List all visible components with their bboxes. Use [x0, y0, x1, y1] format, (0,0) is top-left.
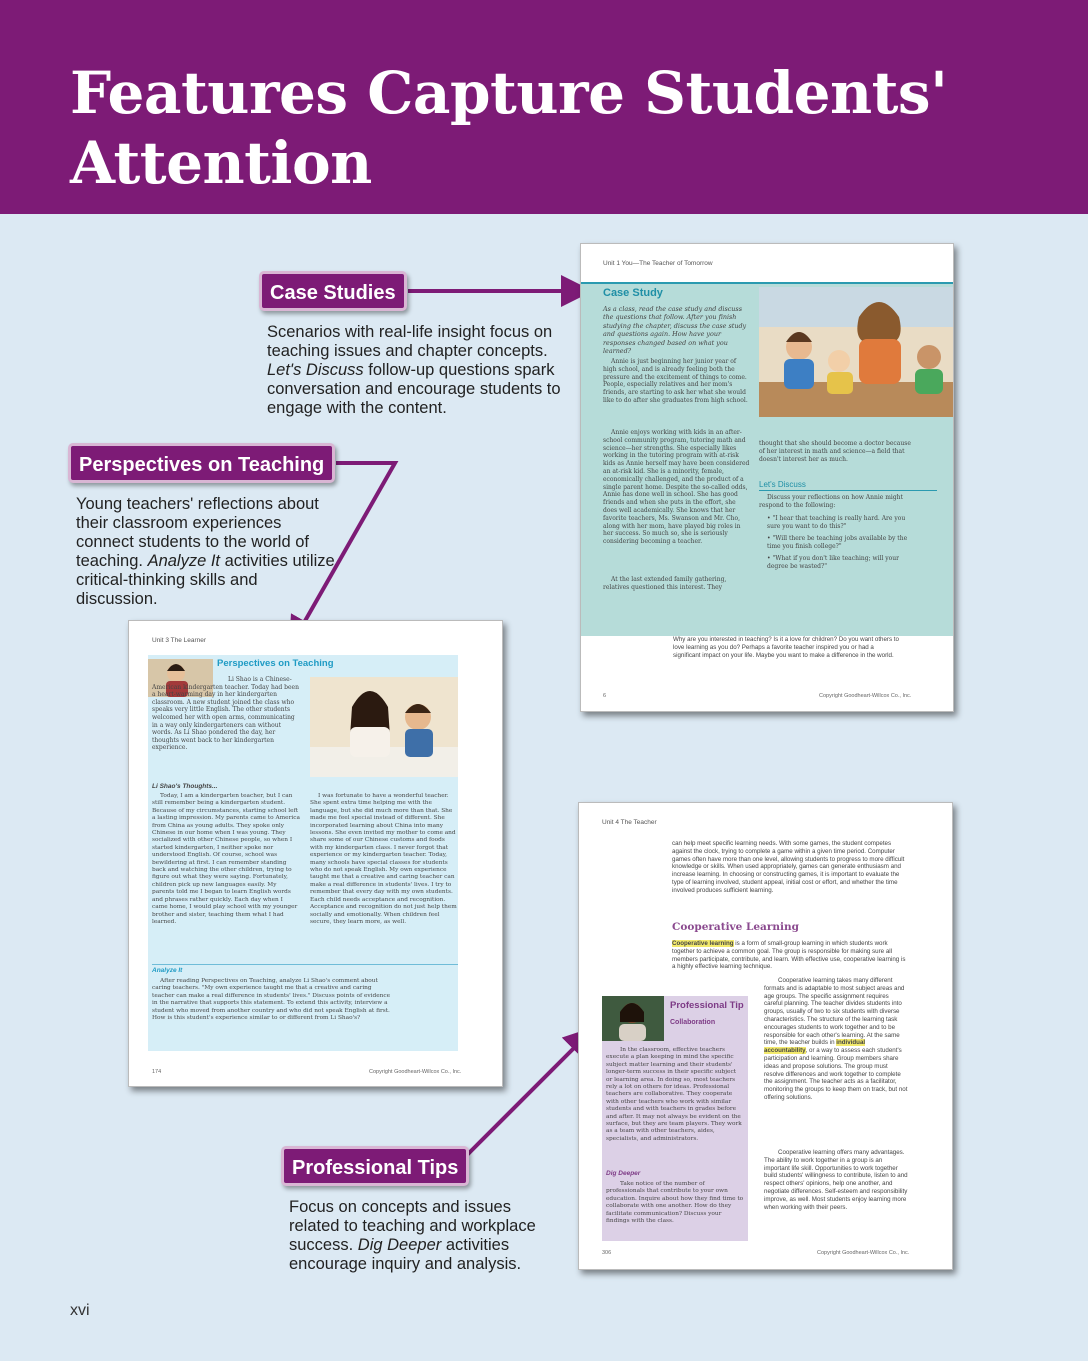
lets-discuss-question-2: • "Will there be teaching jobs available by the time you finish college?": [767, 535, 908, 550]
perspectives-label: Perspectives on Teaching: [68, 443, 335, 483]
li-shao-thoughts-col-1: Today, I am a kindergarten teacher, but I can still remember being a kindergarten student. Because of my circumstances, starting school left a lasting impression. My parents came to America from China as young adults. They spoke only Chinese in our home when I was young. They socialized with other Chinese people, so when I started kindergarten, I neither spoke nor understood English. Of course, school was bewildering at first. I can remember standing back and watching the other children, trying to figure out what they were saying. Fortunately, children pick up new languages easily. My parents told me I began to learn English words and phrases rather quickly. Each day when I came home, I would play school with my younger brother and sister, teaching them what I had learned.: [152, 793, 300, 925]
classroom-photo: [759, 287, 954, 417]
lets-discuss-question-1: • "I hear that teaching is really hard. Are you sure you want to do this?": [767, 515, 906, 530]
case-study-body-2: Annie enjoys working with kids in an after-school community program, tutoring math and science—her strengths. She especially likes working in the tutoring program with at-risk kids as Annie herself may have been considered an at-risk kid. She is a minority, female, economically challenged, and the product of a single parent home. Despite the so-called odds, Annie has done well in school. She has good friends and when she puts in the effort, she does well academically. She knows that her favorite teachers, Ms. Swanson and Mr. Cho, along with her mom, have played big roles in her success. So much so, she is seriously considering becoming a teacher.: [603, 429, 750, 546]
case-studies-description: Scenarios with real-life insight focus on teaching issues and chapter concepts. Let's Discuss follow-up questions spark conversation and encourage students to engage with the content.: [267, 323, 561, 417]
games-paragraph: can help meet specific learning needs. With some games, the student competes against the clock, trying to complete a game within a given time period. Computer games often have more than one level, allowing students to progress to more difficult knowledge or skills. When used appropriately, games can generate enthusiasm and increase learning. In choosing or constructing games, it is important to evaluate the type of learning involved, student appeal, initial cost or effort, and whether the time involved produces sufficient learning.: [672, 840, 905, 894]
analyze-it-heading: Analyze It: [152, 967, 183, 974]
case-study-intro: As a class, read the case study and discuss the questions that follow. After you finish studying the chapter, discuss the case study and questions again. How have your responses changed based on what you learned?: [603, 305, 747, 356]
case-study-page-thumbnail: [580, 243, 954, 712]
professional-tip-heading: Professional Tip: [670, 1000, 744, 1011]
professional-tip-photo: [602, 996, 664, 1041]
tips-page-running-head: Unit 4 The Teacher: [602, 819, 657, 826]
lets-discuss-question-3: • "What if you don't like teaching; will your degree be wasted?": [767, 555, 900, 570]
perspectives-heading: Perspectives on Teaching: [217, 658, 334, 669]
chapter-opening-quote: Why are you interested in teaching? Is it a love for children? Do you want others to love learning as you do? Perhaps a favorite teacher inspired you or had a significant impact on your life. Maybe you want to make a difference in the world.: [673, 636, 899, 659]
persp-page-running-head: Unit 3 The Learner: [152, 637, 207, 644]
case-studies-label: Case Studies: [259, 271, 407, 311]
perspectives-description: Young teachers' reflections about their classroom experiences connect students to the world of teaching. Analyze It activities utilize critical-thinking skills and discussion.: [76, 495, 335, 608]
case-study-right-col: thought that she should become a doctor because of her interest in math and science—a field that doesn't interest her as much.: [759, 440, 911, 463]
individual-accountability-term: individual accountability: [764, 1039, 866, 1055]
cooperative-learning-right-col-2: Cooperative learning offers many advantages. The ability to work together in a group is an important life skill. Opportunities to work together build students' willingness to contribute, listen to and respect others' opinions, help one another, and negotiate differences. Self-esteem and responsibility improve, as well. Most students enjoy learning more when working with their peers.: [764, 1149, 908, 1211]
dig-deeper-heading: Dig Deeper: [606, 1170, 641, 1177]
tips-page-copyright: Copyright Goodheart-Willcox Co., Inc.: [817, 1250, 910, 1256]
dig-deeper-activity: Take notice of the number of professionals that contribute to your own education. Inquire about how they find time to collaborate with one another. How do they facilitate communication? Discuss your findings with the class.: [606, 1181, 744, 1225]
lets-discuss-intro: Discuss your reflections on how Annie might respond to the following:: [759, 494, 903, 509]
cooperative-learning-term: Cooperative learning: [672, 940, 734, 947]
case-page-number: 6: [603, 693, 607, 699]
title-banner: [0, 0, 1088, 214]
teacher-student-photo: [310, 677, 458, 777]
lets-discuss-heading: Let's Discuss: [759, 480, 806, 489]
li-shao-thoughts-heading: Li Shao's Thoughts...: [152, 783, 218, 790]
page-title: Features Capture Students' Attention: [70, 59, 948, 197]
persp-page-copyright: Copyright Goodheart-Willcox Co., Inc.: [369, 1069, 462, 1075]
lets-discuss-rule: [759, 490, 937, 491]
case-study-heading: Case Study: [603, 287, 663, 299]
professional-tips-label: Professional Tips: [281, 1146, 469, 1186]
professional-tip-subheading: Collaboration: [670, 1019, 716, 1026]
li-shao-thoughts-col-2: I was fortunate to have a wonderful teacher. She spent extra time helping me with the language, but she did much more than that. She made me feel special instead of different. She incorporated learning about China into many lessons. She even invited my mother to come and share some of our Chinese customs and foods with my kindergarten class. I never forgot that experience or my kindergarten teacher. Today, many schools have special classes for students who do not speak English. My own experience taught me that a creative and caring teacher can make a real difference in students' lives. I try to remember that every day with my own students. Each child needs acceptance and recognition. Acceptance and recognition do not just help them socially and emotionally. When children feel secure, they learn more, as well.: [310, 793, 457, 925]
persp-page-number: 174: [152, 1069, 162, 1075]
case-study-body-1: Annie is just beginning her junior year of high school, and is already feeling both the pressure and the excitement of things to come. People, especially relatives and her mom's friends, are starting to ask her what she would like to do after she graduates from high school.: [603, 358, 748, 404]
perspectives-page-thumbnail: [128, 620, 503, 1087]
professional-tip-body: In the classroom, effective teachers execute a plan keeping in mind the specific subject matter learning and their students' longer-term success in their specific subject or learning area. In doing so, most teachers rely a lot on others for ideas. Professional teachers are collaborative. They cooperate with other teachers who work with similar students and with teachers in grades before and after. It may not always be evident on the surface, but they are team players. They work as a team with other teachers, aides, specialists, and administrators.: [606, 1047, 742, 1142]
analyze-it-rule: [152, 964, 458, 965]
professional-tips-description: Focus on concepts and issues related to teaching and workplace success. Dig Deeper activities encourage inquiry and analysis.: [289, 1198, 536, 1273]
cooperative-learning-heading: Cooperative Learning: [672, 921, 799, 933]
analyze-it-activity: After reading Perspectives on Teaching, analyze Li Shao's comment about caring teachers. "My own experience taught me that a creative and caring teacher can make a real difference in students' lives." Discuss points of evidence in the narrative that supports this statement. To extend this activity, interview a student who moved from another country and who did not speak English at first. How is this student's experience similar to or different from Li Shao's?: [152, 978, 391, 1022]
case-page-running-head: Unit 1 You—The Teacher of Tomorrow: [603, 260, 713, 267]
tips-page-number: 306: [602, 1250, 612, 1256]
page-number: xvi: [70, 1302, 90, 1319]
case-study-body-3: At the last extended family gathering, relatives questioned this interest. They: [603, 576, 727, 591]
cooperative-learning-right-col-1: Cooperative learning takes many different formats and is adaptable to most subject areas and age groups. The specific assignment requires careful planning. The teacher divides students into groups, usually of two to six students with diverse characteristics. The structure of the learning task encourages students to work together and to be responsible for each other's learning. At the same time, the teacher builds in individual accountability, or a way to assess each student's participation and learning. Group members share ideas and propose solutions. The group must resolve differences and work together to complete the assignment. The teacher acts as a facilitator, monitoring the groups to keep them on track, but not offering solutions.: [764, 977, 908, 1101]
perspectives-intro: Li Shao is a Chinese-American kindergarten teacher. Today had been a heart-warming day in her kindergarten classroom. A new student joined the class who speaks very little English. The other students welcomed her with open arms, communicating in a way only kindergarteners can without words. As Li Shao pondered the day, her thoughts went back to her kindergarten experience.: [152, 676, 299, 752]
professional-tip-page-thumbnail: [578, 802, 953, 1270]
case-page-copyright: Copyright Goodheart-Willcox Co., Inc.: [819, 693, 912, 699]
cooperative-learning-paragraph: Cooperative learning is a form of small-group learning in which students work together to achieve a common goal. The group is responsible for making sure all members participate, contribute, and learn. With effective use, cooperative learning is a highly effective learning technique.: [672, 940, 906, 971]
